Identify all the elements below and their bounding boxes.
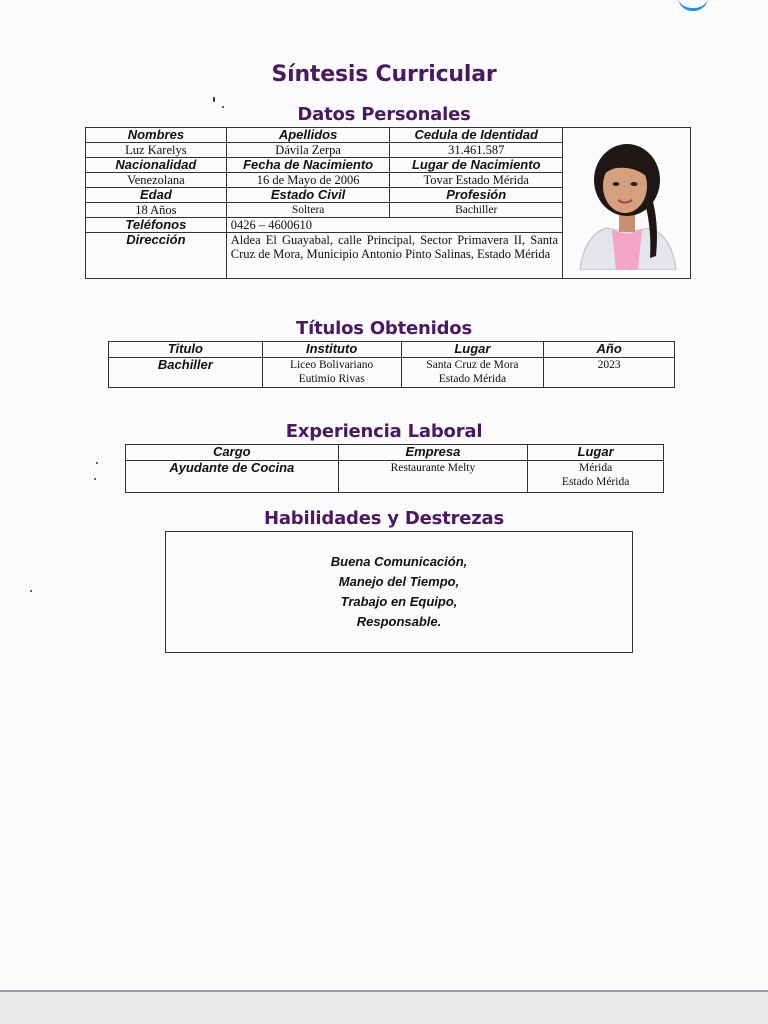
label-direccion: Dirección bbox=[86, 233, 227, 279]
titulos-instituto bbox=[262, 358, 401, 388]
value-estado-civil: Soltera bbox=[226, 203, 390, 218]
experiencia-lugar bbox=[528, 461, 664, 493]
label-telefonos: Teléfonos bbox=[86, 218, 227, 233]
experiencia-table bbox=[125, 444, 664, 493]
value-apellidos: Dávila Zerpa bbox=[226, 143, 390, 158]
personal-data-table bbox=[85, 127, 691, 279]
value-edad: 18 Años bbox=[86, 203, 227, 218]
label-edad: Edad bbox=[86, 188, 227, 203]
value-nacionalidad: Venezolana bbox=[86, 173, 227, 188]
person-photo-icon bbox=[572, 136, 682, 270]
document-title: Síntesis Curricular bbox=[271, 62, 497, 87]
titulos-header-instituto: Instituto bbox=[262, 342, 401, 358]
experiencia-header-lugar: Lugar bbox=[528, 445, 664, 461]
habilidades-heading: Habilidades y Destrezas bbox=[264, 508, 504, 529]
titulos-lugar-line2: Estado Mérida bbox=[438, 373, 507, 385]
titulos-lugar-line1: Santa Cruz de Mora bbox=[426, 359, 519, 371]
label-estado-civil: Estado Civil bbox=[226, 188, 390, 203]
label-profesion: Profesión bbox=[390, 188, 563, 203]
label-lugar-nacimiento: Lugar de Nacimiento bbox=[390, 158, 563, 173]
value-nombres: Luz Karelys bbox=[86, 143, 227, 158]
experiencia-lugar-line2: Estado Mérida bbox=[561, 476, 630, 488]
experiencia-header-cargo: Cargo bbox=[126, 445, 339, 461]
experiencia-heading: Experiencia Laboral bbox=[285, 421, 483, 442]
titulos-heading: Títulos Obtenidos bbox=[296, 318, 472, 339]
titulos-anio: 2023 bbox=[544, 358, 675, 388]
corner-mark bbox=[678, 0, 708, 11]
experiencia-header-empresa: Empresa bbox=[338, 445, 528, 461]
value-fecha-nacimiento: 16 de Mayo de 2006 bbox=[226, 173, 390, 188]
skill-item: Buena Comunicación, bbox=[330, 554, 468, 569]
titulos-lugar bbox=[401, 358, 544, 388]
table-row bbox=[109, 358, 675, 388]
titulos-instituto-line2: Eutimio Rivas bbox=[298, 373, 365, 385]
value-telefonos: 0426 – 4600610 bbox=[226, 218, 562, 233]
personal-heading: Datos Personales bbox=[297, 104, 471, 125]
experiencia-empresa: Restaurante Melty bbox=[338, 461, 528, 493]
label-nombres: Nombres bbox=[86, 128, 227, 143]
titulos-header-anio: Año bbox=[544, 342, 675, 358]
value-cedula: 31.461.587 bbox=[390, 143, 563, 158]
skill-item: Manejo del Tiempo, bbox=[338, 574, 460, 589]
value-profesion: Bachiller bbox=[390, 203, 563, 218]
titulos-titulo: Bachiller bbox=[109, 358, 263, 388]
titulos-instituto-line1: Liceo Bolivariano bbox=[289, 359, 374, 371]
value-direccion: Aldea El Guayabal, calle Principal, Sector Primavera II, Santa Cruz de Mora, Municipio Antonio Pinto Salinas, Estado Mérida bbox=[226, 233, 562, 279]
label-cedula: Cedula de Identidad bbox=[390, 128, 563, 143]
label-nacionalidad: Nacionalidad bbox=[86, 158, 227, 173]
scan-speck bbox=[96, 462, 98, 464]
scan-speck bbox=[213, 97, 215, 102]
skill-item: Trabajo en Equipo, bbox=[340, 594, 458, 609]
label-fecha-nacimiento: Fecha de Nacimiento bbox=[226, 158, 390, 173]
skills-box bbox=[165, 531, 633, 653]
scan-speck bbox=[94, 478, 96, 480]
table-row bbox=[126, 461, 664, 493]
experiencia-lugar-line1: Mérida bbox=[579, 462, 613, 474]
titulos-table bbox=[108, 341, 675, 388]
value-lugar-nacimiento: Tovar Estado Mérida bbox=[390, 173, 563, 188]
titulos-header-lugar: Lugar bbox=[401, 342, 544, 358]
label-apellidos: Apellidos bbox=[226, 128, 390, 143]
scan-speck bbox=[30, 590, 32, 592]
skill-item: Responsable. bbox=[356, 614, 442, 629]
experiencia-cargo: Ayudante de Cocina bbox=[126, 461, 339, 493]
photo-cell bbox=[563, 128, 691, 279]
titulos-header-titulo: Titulo bbox=[109, 342, 263, 358]
